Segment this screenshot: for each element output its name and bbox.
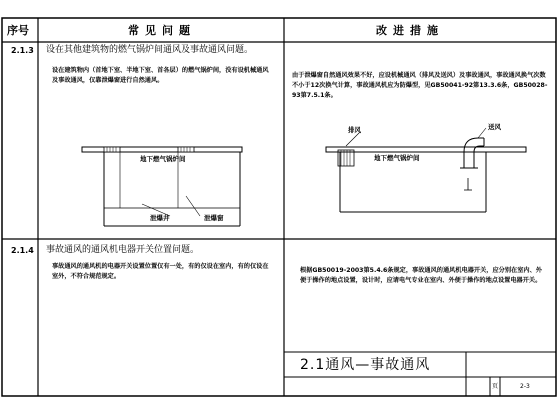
page-label: 页 bbox=[492, 383, 499, 390]
label-boiler-room-2: 地下燃气锅炉间 bbox=[374, 154, 420, 162]
header-problem: 常见问题 bbox=[128, 24, 196, 37]
label-boiler-room: 地下燃气锅炉间 bbox=[140, 155, 186, 163]
problem-title: 事故通风的通风机电器开关位置问题。 bbox=[46, 245, 200, 255]
label-supply: 送风 bbox=[488, 123, 501, 131]
label-vent-well: 泄爆井 bbox=[150, 214, 170, 222]
measure-text: 由于泄爆窗自然通风效果不好，应设机械通风（排风及送风）及事故通风，事故通风换气次数不小于12次换气计算，事故通风机应为防爆型，见GB50041-92第13.3.6条，GB50028-93第7.5.1条。 bbox=[292, 72, 548, 99]
problem-title: 设在其他建筑物的燃气锅炉间通风及事故通风问题。 bbox=[46, 45, 254, 55]
header-number: 序号 bbox=[7, 24, 29, 37]
row-number: 2.1.3 bbox=[11, 46, 34, 55]
row-number: 2.1.4 bbox=[11, 246, 34, 255]
label-exhaust: 排风 bbox=[348, 126, 361, 134]
problem-text: 设在建筑物内（首地下室、半地下室、首各层）的燃气锅炉间，没有设机械通风及事故通风，仅靠泄爆窗进行自然通风。 bbox=[52, 67, 269, 84]
page-number: 2-3 bbox=[520, 383, 530, 390]
problem-text: 事故通风的通风机的电器开关设置位置仅有一处，有的仅设在室内，有的仅设在室外，不符合规范规定。 bbox=[52, 263, 269, 280]
drawing-title: 2.1通风—事故通风 bbox=[300, 357, 431, 373]
header-measure: 改进措施 bbox=[376, 24, 444, 37]
measure-text: 根据GB50019-2003第5.4.6条规定，事故通风的通风机电器开关，应分别在室内、外便于操作的地点设置，设计时，应请电气专业在室内、外便于操作的地点设置电器开关。 bbox=[300, 267, 542, 284]
measure-diagram-1 bbox=[326, 128, 526, 212]
label-vent-window: 泄爆窗 bbox=[204, 214, 224, 222]
